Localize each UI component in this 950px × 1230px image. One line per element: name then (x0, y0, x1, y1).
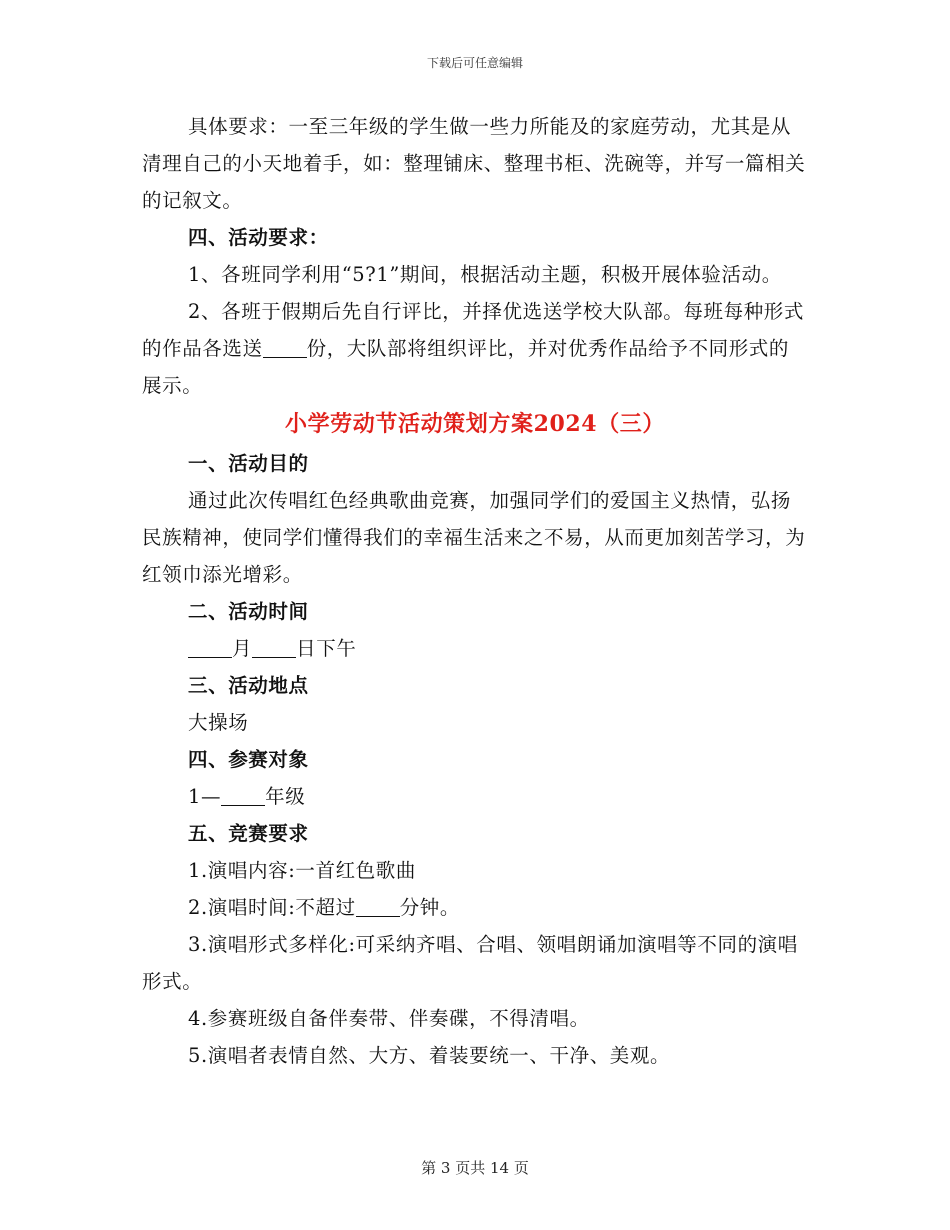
paragraph-purpose: 通过此次传唱红色经典歌曲竞赛，加强同学们的爱国主义热情，弘扬民族精神，使同学们懂得我们的幸福生活来之不易，从而更加刻苦学习，为红领巾添光增彩。 (142, 489, 806, 586)
heading-activity-requirements: 四、活动要求： (188, 226, 329, 249)
heading-location: 三、活动地点 (188, 674, 309, 697)
activity-location: 大操场 (188, 711, 249, 734)
rule-item-4: 4.参赛班级自备伴奏带、伴奏碟，不得清唱。 (188, 1007, 590, 1030)
heading-purpose: 一、活动目的 (188, 452, 309, 475)
rule-item-2-text-b: 分钟。 (399, 896, 460, 919)
requirement-item-1: 1、各班同学利用“5?1”期间，根据活动主题，积极开展体验活动。 (188, 263, 782, 286)
fill-blank (356, 897, 400, 918)
page-header: 下载后可任意编辑 (426, 56, 523, 70)
heading-competition-requirements: 五、竞赛要求 (188, 822, 309, 845)
heading-time: 二、活动时间 (188, 600, 309, 623)
month-label: 月 (232, 637, 253, 660)
fill-blank (221, 786, 265, 807)
paragraph-requirements-detail: 具体要求：一至三年级的学生做一些力所能及的家庭劳动，尤其是从清理自己的小天地着手，如：整理铺床、整理书柜、洗碗等，并写一篇相关的记叙文。 (142, 115, 806, 212)
grade-prefix: 1— (188, 785, 222, 808)
page-footer: 第 3 页共 14 页 (421, 1159, 529, 1177)
fill-blank (252, 638, 296, 659)
fill-blank (263, 338, 307, 359)
rule-item-5: 5.演唱者表情自然、大方、着装要统一、干净、美观。 (188, 1044, 671, 1067)
requirement-item-2 (142, 293, 808, 404)
grade-suffix: 年级 (265, 785, 306, 808)
fill-blank (188, 638, 232, 659)
rule-item-2 (142, 889, 808, 926)
requirement-item-2-text-a: 2、各班于假期后先自行评比，并择优选送学校大队部。每班每种形式的作品各选送 (142, 300, 805, 360)
rule-item-1: 1.演唱内容:一首红色歌曲 (188, 859, 416, 882)
activity-time (142, 630, 808, 667)
heading-participants: 四、参赛对象 (188, 748, 309, 771)
document-body (142, 108, 808, 1074)
rule-item-3: 3.演唱形式多样化:可采纳齐唱、合唱、领唱朗诵加演唱等不同的演唱形式。 (142, 933, 798, 993)
participants (142, 778, 808, 815)
requirement-item-2-text-b: 份，大队部将组织评比，并对优秀作品给予不同形式的展示。 (142, 337, 790, 397)
day-label: 日下午 (296, 637, 357, 660)
rule-item-2-text-a: 2.演唱时间:不超过 (188, 896, 356, 919)
section-title: 小学劳动节活动策划方案2024（三） (284, 411, 666, 437)
